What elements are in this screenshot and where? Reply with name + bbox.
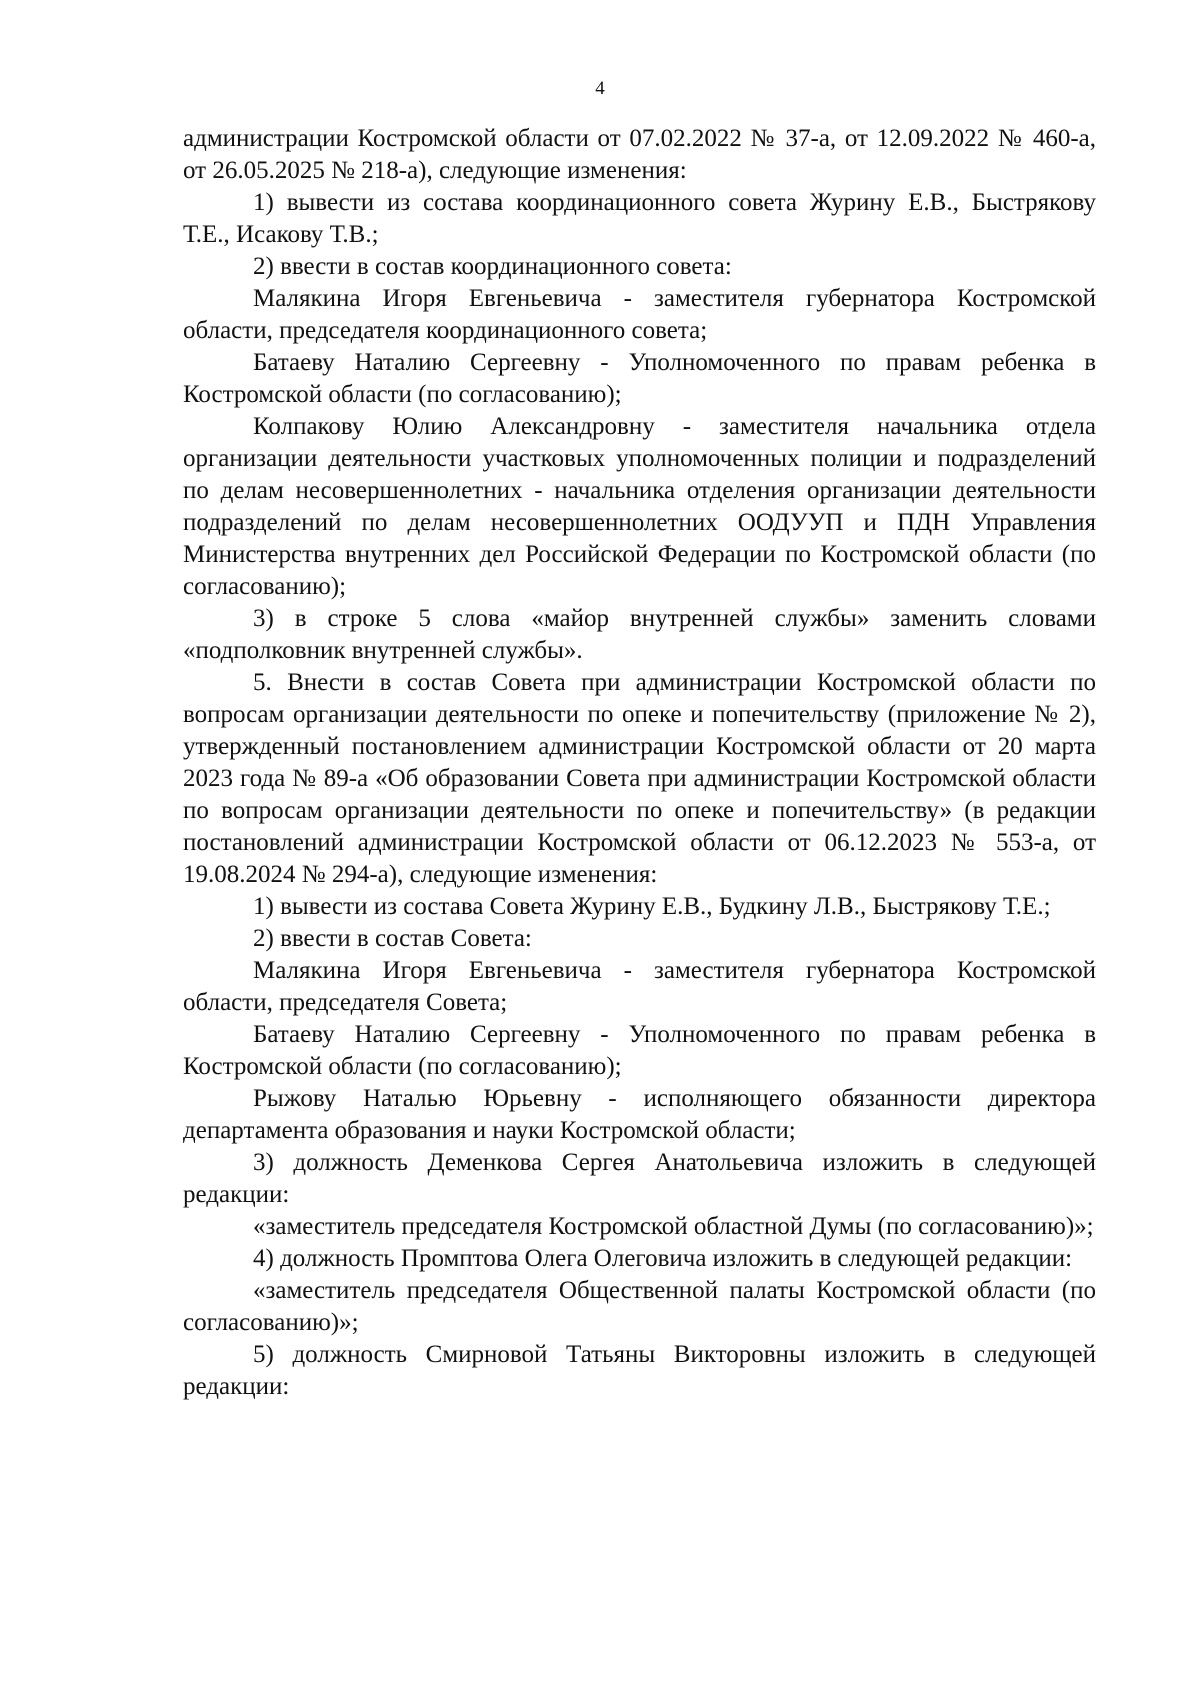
paragraph: «заместитель председателя Общественной палаты Костромской области (по согласованию)»; — [183, 1277, 1096, 1336]
paragraph: 5) должность Смирновой Татьяны Викторовны изложить в следующей редакции: — [183, 1341, 1096, 1400]
paragraph: Малякина Игоря Евгеньевича - заместителя губернатора Костромской области, председателя координационного совета; — [183, 285, 1096, 344]
page-number: 4 — [595, 78, 605, 99]
paragraph: 4) должность Промптова Олега Олеговича изложить в следующей редакции: — [253, 1245, 1073, 1272]
paragraph: 5. Внести в состав Совета при администрации Костромской области по вопросам организации деятельности по опеке и попечительству (приложение № 2), утвержденный постановлением администрации Костромской области от 20 марта 2023 года № 89-а «Об образовании Совета при администрации Костромской области по вопросам организации деятельности по опеке и попечительству» (в редакции постановлений администрации Костромской области от 06.12.2023 № 553-а, от 19.08.2024 № 294-а), следующие изменения: — [183, 669, 1096, 888]
document-body — [183, 123, 1096, 1403]
paragraph: Батаеву Наталию Сергеевну - Уполномоченного по правам ребенка в Костромской области (по согласованию); — [183, 1021, 1096, 1080]
paragraph: «заместитель председателя Костромской областной Думы (по согласованию)»; — [253, 1213, 1094, 1240]
paragraph: 1) вывести из состава координационного совета Журину Е.В., Быстрякову Т.Е., Исакову Т.В.; — [183, 189, 1096, 248]
paragraph: 2) ввести в состав Совета: — [253, 925, 532, 952]
paragraph: 2) ввести в состав координационного совета: — [253, 253, 732, 280]
paragraph: Малякина Игоря Евгеньевича - заместителя губернатора Костромской области, председателя Совета; — [183, 957, 1096, 1016]
paragraph: 3) должность Деменкова Сергея Анатольевича изложить в следующей редакции: — [183, 1149, 1096, 1208]
paragraph: 1) вывести из состава Совета Журину Е.В., Будкину Л.В., Быстрякову Т.Е.; — [253, 893, 1051, 920]
paragraph: администрации Костромской области от 07.02.2022 № 37-а, от 12.09.2022 № 460-а, от 26.05.2025 № 218-а), следующие изменения: — [183, 125, 1096, 184]
paragraph: Колпакову Юлию Александровну - заместителя начальника отдела организации деятельности участковых уполномоченных полиции и подразделений по делам несовершеннолетних - начальника отделения организации деятельности подразделений по делам несовершеннолетних ООДУУП и ПДН Управления Министерства внутренних дел Российской Федерации по Костромской области (по согласованию); — [183, 413, 1096, 600]
paragraph: Рыжову Наталью Юрьевну - исполняющего обязанности директора департамента образования и науки Костромской области; — [183, 1085, 1096, 1144]
paragraph: Батаеву Наталию Сергеевну - Уполномоченного по правам ребенка в Костромской области (по согласованию); — [183, 349, 1096, 408]
paragraph: 3) в строке 5 слова «майор внутренней службы» заменить словами «подполковник внутренней службы». — [183, 605, 1096, 664]
